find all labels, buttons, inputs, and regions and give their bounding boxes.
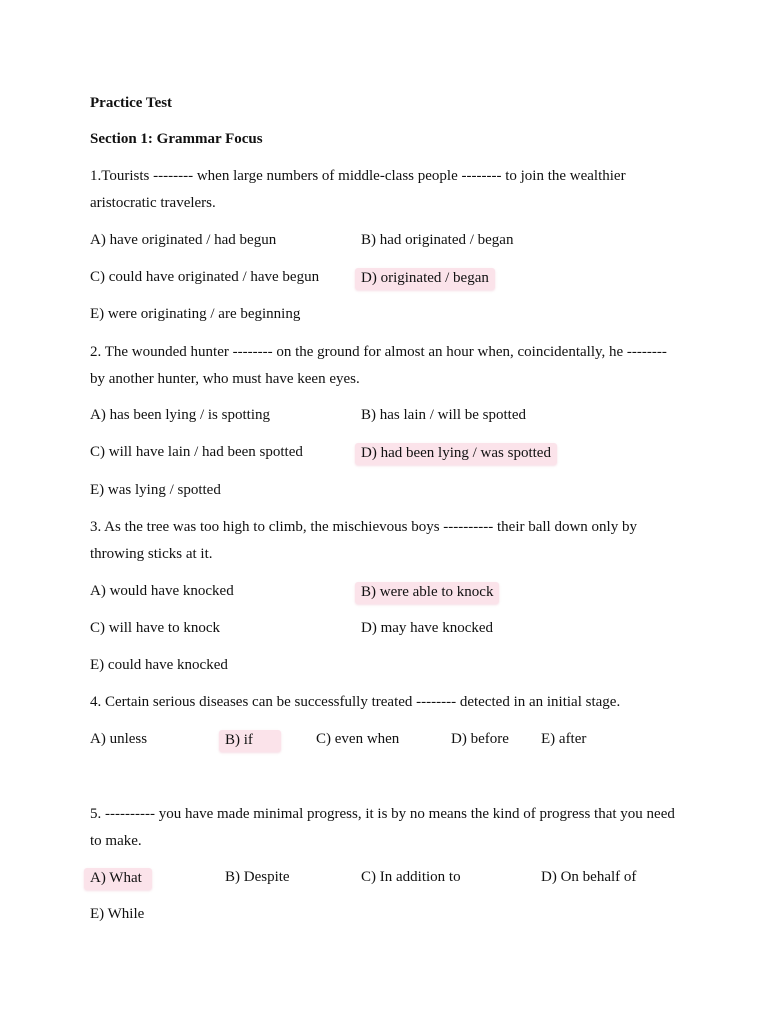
question-4-option-a: A) unless	[90, 731, 148, 747]
question-4-text-line-1: 4. Certain serious diseases can be successfully treated -------- detected in an initial stage.	[90, 694, 621, 710]
question-3-option-a: A) would have knocked	[90, 583, 234, 599]
question-1-option-c: C) could have originated / have begun	[90, 269, 320, 285]
question-1-text-line-2: aristocratic travelers.	[90, 195, 216, 211]
question-2-option-d-highlighted: D) had been lying / was spotted	[355, 443, 557, 465]
question-5-option-a-highlighted: A) What	[84, 868, 152, 890]
question-3-text-line-2: throwing sticks at it.	[90, 546, 213, 562]
question-4-option-e: E) after	[541, 731, 587, 747]
question-5-text-line-2: to make.	[90, 833, 142, 849]
question-5-option-e: E) While	[90, 906, 145, 922]
section-heading: Section 1: Grammar Focus	[90, 131, 263, 147]
question-1-option-d-highlighted: D) originated / began	[355, 268, 495, 290]
question-3-text-line-1: 3. As the tree was too high to climb, the mischievous boys ---------- their ball down only by	[90, 519, 637, 535]
question-1-option-b: B) had originated / began	[361, 232, 514, 248]
question-2-option-c: C) will have lain / had been spotted	[90, 444, 303, 460]
question-3-option-d: D) may have knocked	[361, 620, 494, 636]
question-2-text-line-1: 2. The wounded hunter -------- on the ground for almost an hour when, coincidentally, he --------	[90, 344, 667, 360]
question-2-option-a: A) has been lying / is spotting	[90, 407, 270, 423]
question-5-option-c: C) In addition to	[361, 869, 461, 885]
question-1-option-a: A) have originated / had begun	[90, 232, 277, 248]
question-5-option-b: B) Despite	[225, 869, 290, 885]
question-2-option-e: E) was lying / spotted	[90, 482, 221, 498]
question-1-option-e: E) were originating / are beginning	[90, 306, 301, 322]
question-5-option-d: D) On behalf of	[541, 869, 637, 885]
question-4-option-b-highlighted: B) if	[219, 730, 281, 752]
question-3-option-b-highlighted: B) were able to knock	[355, 582, 499, 604]
question-1-text-line-1: 1.Tourists -------- when large numbers of middle-class people -------- to join the wealthier	[90, 168, 626, 184]
question-5-text-line-1: 5. ---------- you have made minimal progress, it is by no means the kind of progress that you need	[90, 806, 675, 822]
question-4-option-c: C) even when	[316, 731, 400, 747]
question-3-option-c: C) will have to knock	[90, 620, 220, 636]
question-3-option-e: E) could have knocked	[90, 657, 228, 673]
question-2-option-b: B) has lain / will be spotted	[361, 407, 526, 423]
question-4-option-d: D) before	[451, 731, 509, 747]
question-2-text-line-2: by another hunter, who must have keen eyes.	[90, 371, 360, 387]
document-title: Practice Test	[90, 95, 173, 111]
